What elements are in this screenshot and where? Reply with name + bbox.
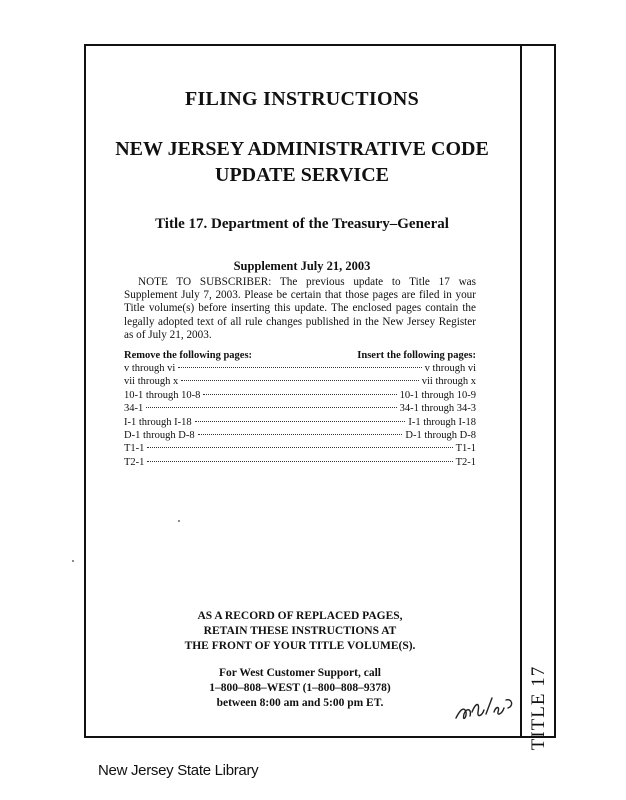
record-notice-line3: THE FRONT OF YOUR TITLE VOLUME(S). xyxy=(184,640,416,652)
side-tab xyxy=(522,44,556,751)
pages-table-header xyxy=(124,350,476,361)
pages-table-body xyxy=(124,363,476,470)
table-row xyxy=(124,443,476,456)
subscriber-note: NOTE TO SUBSCRIBER: The previous update to Title 17 was Supplement July 7, 2003. Please be certain that those pages are filed in your Title volume(s) before inserting this update. The enclosed pages contain the legally adopted text of all rule changes published in the New Jersey Register as of July 21, 2003. xyxy=(124,276,476,341)
handwritten-initials xyxy=(452,688,522,728)
support-notice-line3: between 8:00 am and 5:00 pm ET. xyxy=(216,697,384,709)
remove-pages: I-1 through I-18 xyxy=(124,416,192,428)
table-row xyxy=(124,403,476,416)
code-heading-line1: NEW JERSEY ADMINISTRATIVE CODE xyxy=(115,138,489,160)
remove-pages: vii through x xyxy=(124,376,179,388)
remove-pages: T1-1 xyxy=(124,443,145,455)
library-stamp: New Jersey State Library xyxy=(98,762,259,779)
remove-pages: D-1 through D-8 xyxy=(124,429,195,441)
insert-pages: D-1 through D-8 xyxy=(405,429,476,441)
support-notice xyxy=(124,666,476,711)
table-row xyxy=(124,376,476,389)
code-heading xyxy=(100,136,504,188)
dot-leader xyxy=(198,434,403,435)
insert-pages: v through vi xyxy=(424,363,476,374)
page-title: FILING INSTRUCTIONS xyxy=(184,88,420,110)
remove-pages: 10-1 through 10-8 xyxy=(124,389,201,401)
table-row xyxy=(124,363,476,376)
remove-pages: v through vi xyxy=(124,363,176,374)
remove-column-header: Remove the following pages: xyxy=(124,350,253,361)
dot-leader xyxy=(147,447,452,448)
remove-pages: 34-1 xyxy=(124,403,144,415)
insert-pages: 34-1 through 34-3 xyxy=(399,403,476,415)
side-tab-label: TITLE 17 xyxy=(528,665,549,751)
insert-pages: T2-1 xyxy=(455,456,476,468)
table-row xyxy=(124,430,476,443)
record-notice xyxy=(124,609,476,654)
insert-pages: T1-1 xyxy=(455,443,476,455)
dot-leader xyxy=(178,367,421,368)
insert-column-header: Insert the following pages: xyxy=(357,350,476,361)
table-row xyxy=(124,417,476,430)
insert-pages: 10-1 through 10-9 xyxy=(399,389,476,401)
title-heading: Title 17. Department of the Treasury–General xyxy=(155,216,449,232)
remove-pages: T2-1 xyxy=(124,456,145,468)
scan-speck xyxy=(178,520,180,522)
support-notice-line2: 1–800–808–WEST (1–800–808–9378) xyxy=(209,682,391,694)
dot-leader xyxy=(181,380,419,381)
support-notice-line1: For West Customer Support, call xyxy=(219,667,381,679)
insert-pages: vii through x xyxy=(421,376,476,388)
pages-table xyxy=(124,350,476,470)
table-row xyxy=(124,390,476,403)
record-notice-line1: AS A RECORD OF REPLACED PAGES, xyxy=(197,610,403,622)
code-heading-line2: UPDATE SERVICE xyxy=(215,164,389,186)
table-row xyxy=(124,457,476,470)
dot-leader xyxy=(146,407,396,408)
scan-speck xyxy=(72,560,74,562)
record-notice-line2: RETAIN THESE INSTRUCTIONS AT xyxy=(203,625,397,637)
insert-pages: I-1 through I-18 xyxy=(408,416,476,428)
dot-leader xyxy=(195,421,406,422)
dot-leader xyxy=(203,394,396,395)
dot-leader xyxy=(147,461,452,462)
supplement-heading: Supplement July 21, 2003 xyxy=(233,259,371,273)
